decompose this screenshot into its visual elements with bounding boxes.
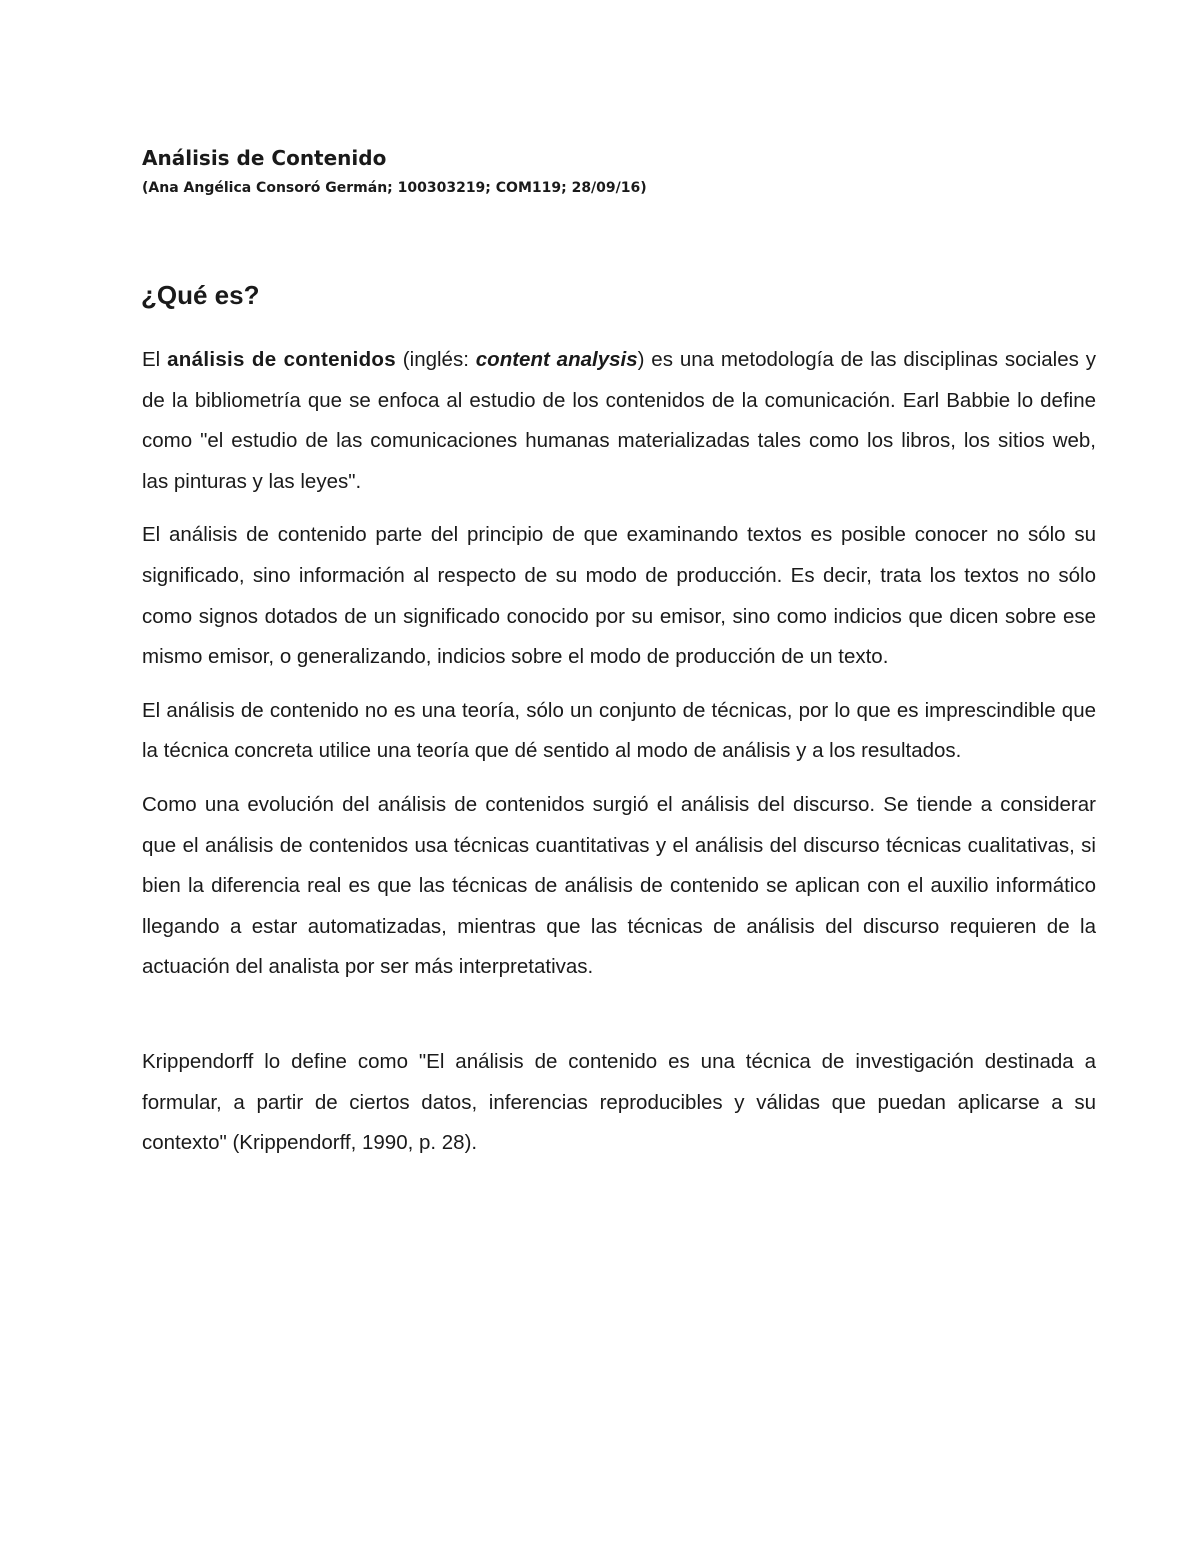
section-heading: ¿Qué es?: [141, 280, 260, 310]
paragraph-1: [142, 340, 1096, 502]
paragraph-4: Como una evolución del análisis de contenidos surgió el análisis del discurso. Se tiende a considerar que el análisis de contenidos usa técnicas cuantitativas y el análisis del discurso técnicas cualitativas, si bien la diferencia real es que las técnicas de análisis de contenido se aplican con el auxilio informático llegando a estar automatizadas, mientras que las técnicas de análisis del discurso requieren de la actuación del analista por ser más interpretativas.: [142, 792, 1096, 979]
paragraph-3: El análisis de contenido no es una teoría, sólo un conjunto de técnicas, por lo que es imprescindible que la técnica concreta utilice una teoría que dé sentido al modo de análisis y a los resultados.: [142, 698, 1096, 763]
document-body: [142, 340, 1096, 1177]
paragraph-2: El análisis de contenido parte del principio de que examinando textos es posible conocer no sólo su significado, sino información al respecto de su modo de producción. Es decir, trata los textos no sólo como signos dotados de un significado conocido por su emisor, sino como indicios que dicen sobre ese mismo emisor, o generalizando, indicios sobre el modo de producción de un texto.: [142, 523, 1096, 669]
author-meta: (Ana Angélica Consoró Germán; 100303219; COM119; 28/09/16): [142, 180, 647, 196]
term-analisis-de-contenidos: análisis de contenidos: [167, 348, 396, 371]
paragraph-1-rest: ) es una metodología de las disciplinas sociales y de la bibliometría que se enfoca al estudio de los contenidos de la comunicación. Earl Babbie lo define como "el estudio de las comunicaciones humanas materializadas tales como los libros, los sitios web, las pinturas y las leyes".: [142, 348, 1097, 493]
paragraph-1-after-term: (inglés:: [395, 348, 476, 371]
document-title: Análisis de Contenido: [142, 146, 387, 170]
paragraph-1-lead: El: [142, 348, 168, 371]
paragraph-5: Krippendorff lo define como "El análisis de contenido es una técnica de investigación destinada a formular, a partir de ciertos datos, inferencias reproducibles y válidas que puedan aplicarse a su contexto" (Krippendorff, 1990, p. 28).: [142, 1049, 1096, 1155]
term-content-analysis: content analysis: [475, 348, 638, 371]
